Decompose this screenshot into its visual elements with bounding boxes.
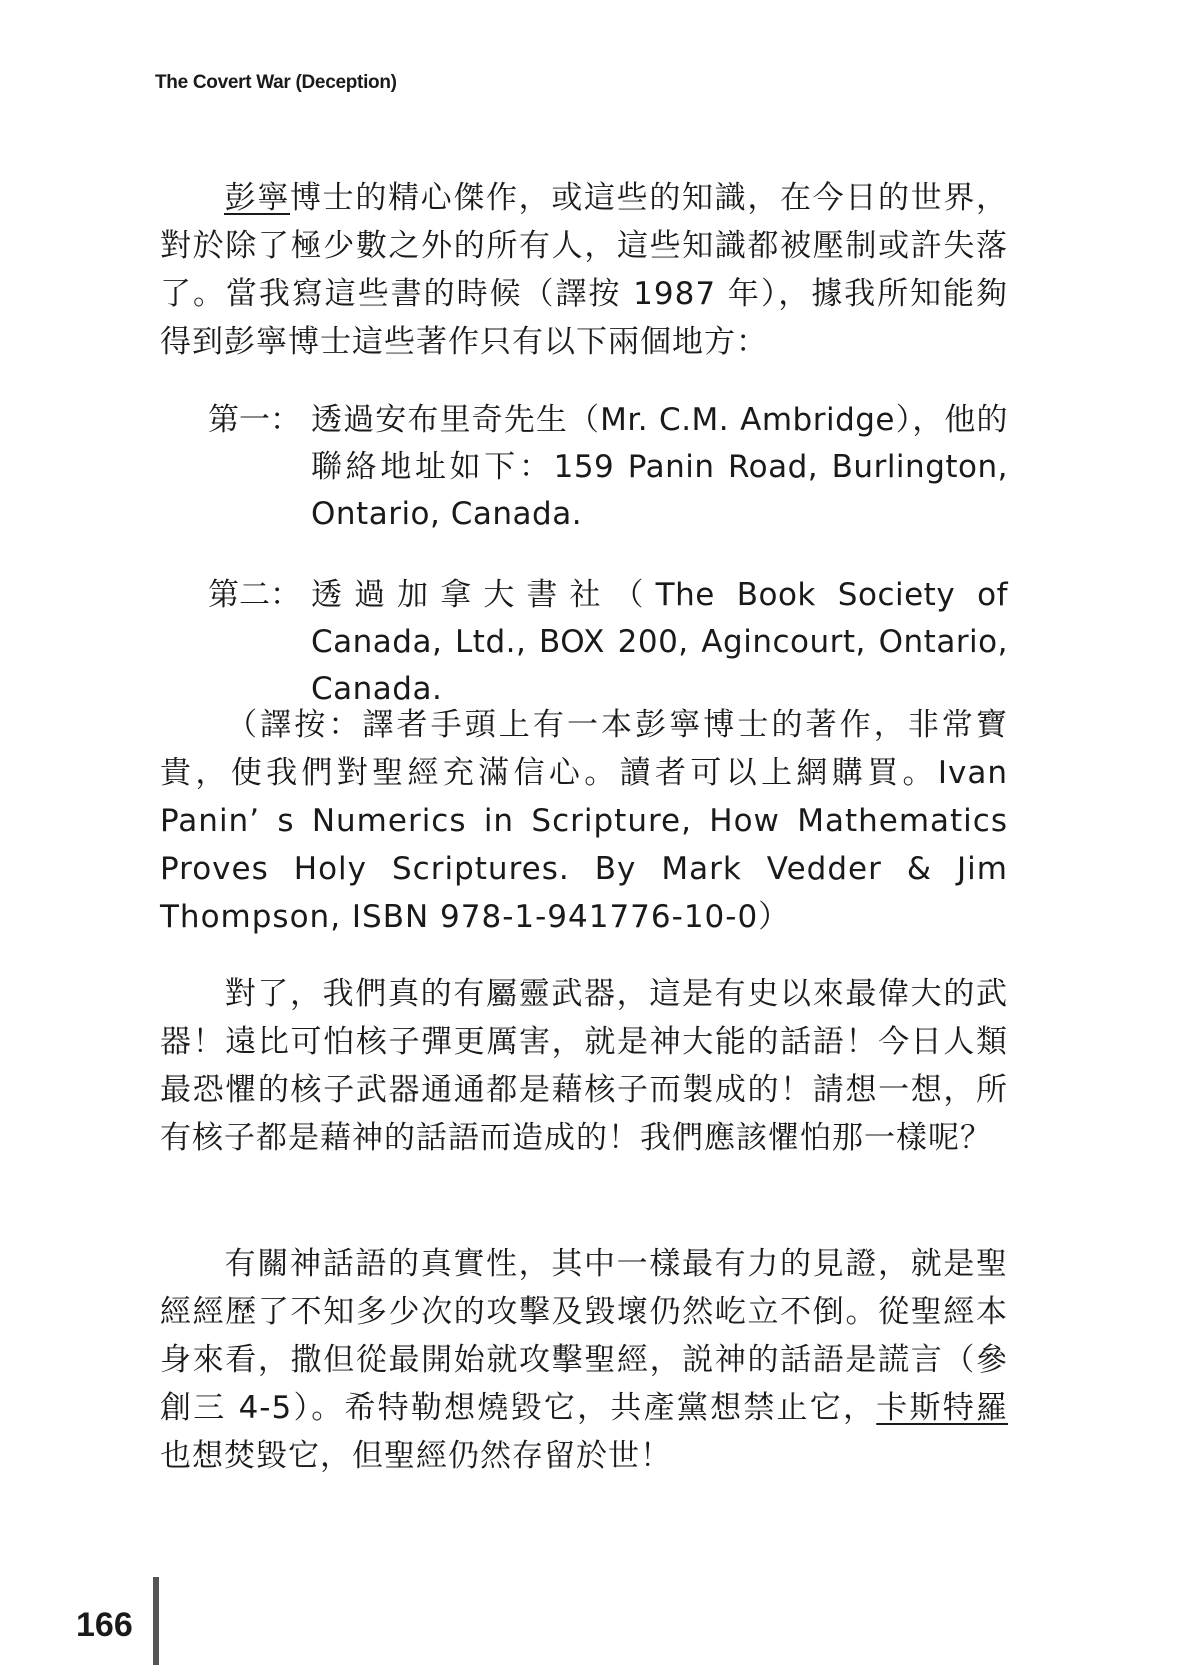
bible-truth-text-end: 也想焚毀它，但聖經仍然存留於世！	[160, 1438, 672, 1474]
list-item-label: 第一：	[208, 402, 301, 438]
list-item-text: 透過安布里奇先生（Mr. C.M. Ambridge），他的聯絡地址如下：159 Panin Road, Burlington, Ontario, Canada.	[311, 402, 1008, 532]
list-item-first	[208, 397, 1008, 538]
underlined-name-castro: 卡斯特羅	[876, 1390, 1009, 1426]
paragraph-bible-truth	[160, 1240, 1008, 1480]
underlined-name-panin: 彭寧	[224, 180, 290, 216]
list-item-text: 透過加拿大書社（The Book Society of Canada, Ltd., BOX 200, Agincourt, Ontario, Canada.	[311, 577, 1008, 707]
translator-note-text: （譯按：譯者手頭上有一本彭寧博士的著作，非常寶貴，使我們對聖經充滿信心。讀者可以上網購買。Ivan Panin’ s Numerics in Scripture, How Mathematics Proves Holy Scriptures. By Mark Vedder & Jim Thompson, ISBN 978-1-941776-10-0）	[160, 707, 1008, 935]
page-number: 166	[76, 1606, 133, 1644]
spiritual-weapon-text: 對了，我們真的有屬靈武器，這是有史以來最偉大的武器！遠比可怕核子彈更厲害，就是神大能的話語！今日人類最恐懼的核子武器通通都是藉核子而製成的！請想一想，所有核子都是藉神的話語而造成的！我們應該懼怕那一樣呢？	[160, 976, 1008, 1156]
bible-truth-text: 有關神話語的真實性，其中一樣最有力的見證，就是聖經經歷了不知多少次的攻擊及毀壞仍然屹立不倒。從聖經本身來看，撒但從最開始就攻擊聖經，説神的話語是謊言（參創三 4-5）。希特勒想燒毀它，共產黨想禁止它，	[160, 1246, 1008, 1426]
running-header: The Covert War (Deception)	[155, 72, 397, 93]
paragraph-translator-note	[160, 701, 1008, 941]
paragraph-intro	[160, 174, 1008, 366]
list-item-label: 第二：	[208, 577, 301, 613]
paragraph-intro-text: 博士的精心傑作，或這些的知識，在今日的世界，對於除了極少數之外的所有人，這些知識都被壓制或許失落了。當我寫這些書的時候（譯按 1987 年），據我所知能夠得到彭寧博士這些著作只有以下兩個地方：	[160, 180, 1008, 360]
page-number-divider	[153, 1577, 159, 1665]
paragraph-spiritual-weapon	[160, 970, 1008, 1162]
list-item-second	[208, 572, 1008, 713]
